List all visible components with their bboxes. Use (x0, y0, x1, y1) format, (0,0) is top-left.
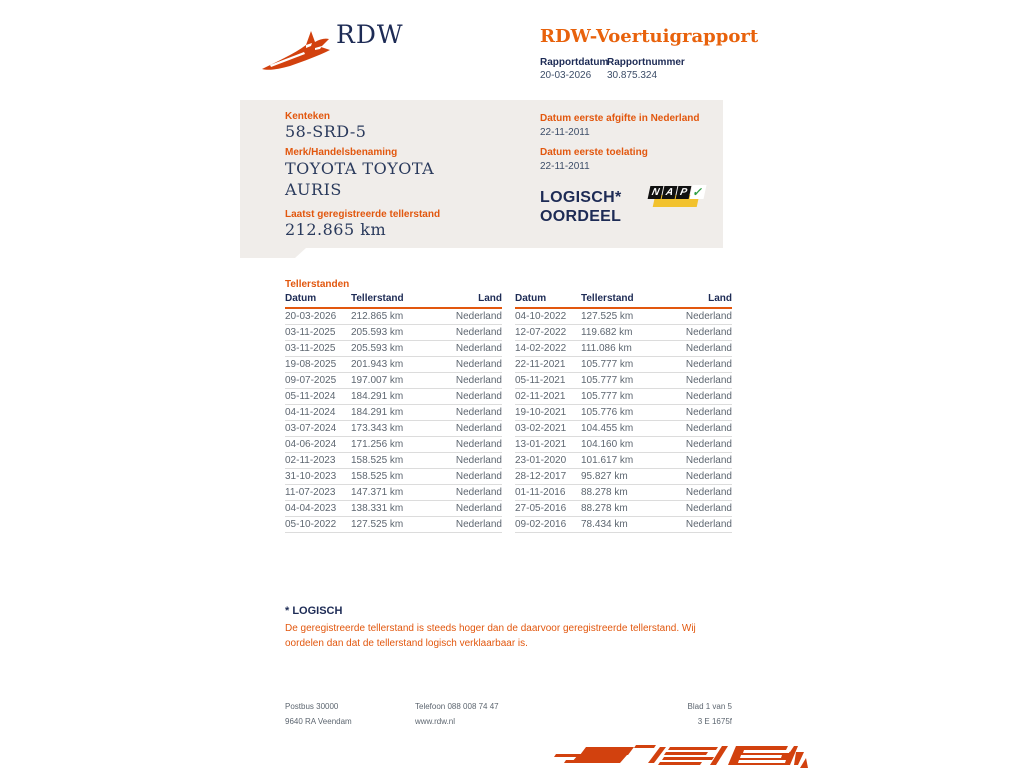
footnote-text: De geregistreerde tellerstand is steeds hoger dan de daarvoor geregistreerde tellerstand. Wij oordelen dan dat de tellerstand logisch verklaarbaar is. (285, 623, 696, 649)
odometer-table-right (515, 292, 732, 533)
table-cell: 105.777 km (581, 389, 663, 405)
table-cell: Nederland (433, 308, 502, 325)
table-row (285, 405, 502, 421)
footer-address-line2: 9640 RA Veendam (285, 717, 352, 726)
report-date-value: 20-03-2026 (540, 70, 592, 81)
kenteken-label: Kenteken (285, 111, 331, 122)
table-row (285, 308, 502, 325)
table-cell: 05-11-2021 (515, 373, 581, 389)
table-cell: 184.291 km (351, 389, 433, 405)
table-cell: 13-01-2021 (515, 437, 581, 453)
table-cell: Nederland (433, 453, 502, 469)
table-cell: Nederland (663, 501, 732, 517)
table-cell: 20-03-2026 (285, 308, 351, 325)
table-cell: 88.278 km (581, 501, 663, 517)
table-cell: Nederland (663, 325, 732, 341)
table-row (285, 357, 502, 373)
column-header-tellerstand: Tellerstand (581, 292, 663, 308)
table-cell: 04-06-2024 (285, 437, 351, 453)
rdw-logo-text: RDW (336, 20, 404, 49)
table-cell: 02-11-2023 (285, 453, 351, 469)
toelating-block (540, 147, 648, 172)
report-title: RDW-Voertuigrapport (540, 26, 759, 47)
nap-logo (647, 184, 705, 210)
table-cell: 105.776 km (581, 405, 663, 421)
table-cell: Nederland (433, 341, 502, 357)
afgifte-value: 22-11-2011 (540, 127, 590, 138)
kenteken-block (285, 111, 366, 141)
table-row (515, 357, 732, 373)
table-row (515, 373, 732, 389)
table-row (515, 437, 732, 453)
table-cell: 03-11-2025 (285, 341, 351, 357)
table-cell: Nederland (663, 308, 732, 325)
table-cell: 111.086 km (581, 341, 663, 357)
table-cell: 158.525 km (351, 469, 433, 485)
table-cell: 147.371 km (351, 485, 433, 501)
table-cell: 03-02-2021 (515, 421, 581, 437)
table-row (285, 325, 502, 341)
report-number-label: Rapportnummer (607, 57, 685, 68)
table-cell: 184.291 km (351, 405, 433, 421)
afgifte-label: Datum eerste afgifte in Nederland (540, 113, 700, 124)
verdict-line2: OORDEEL (540, 208, 622, 225)
table-row (285, 373, 502, 389)
table-cell: 19-10-2021 (515, 405, 581, 421)
table-cell: 05-11-2024 (285, 389, 351, 405)
rdw-bird-logo-icon (260, 28, 334, 72)
table-row (515, 469, 732, 485)
table-row (285, 469, 502, 485)
column-header-datum: Datum (515, 292, 581, 308)
report-number-block (607, 57, 685, 81)
table-cell: 31-10-2023 (285, 469, 351, 485)
table-cell: Nederland (433, 389, 502, 405)
table-cell: 02-11-2021 (515, 389, 581, 405)
table-cell: Nederland (433, 469, 502, 485)
column-header-land: Land (433, 292, 502, 308)
table-cell: 78.434 km (581, 517, 663, 533)
nap-letter-a: A (662, 186, 678, 199)
table-cell: 101.617 km (581, 453, 663, 469)
table-cell: 104.455 km (581, 421, 663, 437)
table-cell: 14-02-2022 (515, 341, 581, 357)
table-cell: Nederland (433, 325, 502, 341)
table-cell: Nederland (663, 405, 732, 421)
table-row (285, 389, 502, 405)
table-cell: 27-05-2016 (515, 501, 581, 517)
nap-letter-n: N (648, 186, 664, 199)
table-cell: Nederland (663, 469, 732, 485)
table-cell: Nederland (433, 405, 502, 421)
report-date-label: Rapportdatum (540, 57, 609, 68)
table-cell: 127.525 km (351, 517, 433, 533)
column-header-datum: Datum (285, 292, 351, 308)
table-cell: 127.525 km (581, 308, 663, 325)
toelating-value: 22-11-2011 (540, 161, 590, 172)
nap-letter-p: P (676, 186, 692, 199)
table-cell: 212.865 km (351, 308, 433, 325)
table-cell: 04-11-2024 (285, 405, 351, 421)
table-cell: 09-02-2016 (515, 517, 581, 533)
table-cell: Nederland (433, 357, 502, 373)
table-row (515, 453, 732, 469)
table-row (515, 389, 732, 405)
table-cell: Nederland (433, 501, 502, 517)
tellerstand-value: 212.865 km (285, 220, 387, 239)
merk-label: Merk/Handelsbenaming (285, 147, 398, 158)
table-cell: 11-07-2023 (285, 485, 351, 501)
table-cell: 12-07-2022 (515, 325, 581, 341)
table-row (285, 485, 502, 501)
rdw-wing-graphic (548, 744, 808, 768)
table-cell: 104.160 km (581, 437, 663, 453)
table-cell: 205.593 km (351, 341, 433, 357)
table-cell: 01-11-2016 (515, 485, 581, 501)
table-cell: Nederland (663, 517, 732, 533)
table-cell: Nederland (663, 389, 732, 405)
table-cell: 138.331 km (351, 501, 433, 517)
table-row (515, 501, 732, 517)
table-cell: 105.777 km (581, 373, 663, 389)
table-cell: Nederland (663, 373, 732, 389)
footer-phone: Telefoon 088 008 74 47 (415, 702, 499, 711)
footnote-title: * LOGISCH (285, 605, 343, 617)
tellerstand-block (285, 209, 440, 239)
table-cell: 22-11-2021 (515, 357, 581, 373)
table-cell: 201.943 km (351, 357, 433, 373)
table-cell: 05-10-2022 (285, 517, 351, 533)
afgifte-block (540, 113, 699, 138)
tellerstand-label: Laatst geregistreerde tellerstand (285, 209, 441, 220)
table-cell: 197.007 km (351, 373, 433, 389)
merk-block (285, 147, 434, 200)
table-row (515, 405, 732, 421)
table-row (285, 437, 502, 453)
nap-check-icon: ✓ (691, 185, 705, 199)
table-cell: 171.256 km (351, 437, 433, 453)
table-cell: 95.827 km (581, 469, 663, 485)
table-cell: 03-07-2024 (285, 421, 351, 437)
table-cell: 173.343 km (351, 421, 433, 437)
table-cell: Nederland (663, 421, 732, 437)
table-cell: 19-08-2025 (285, 357, 351, 373)
footer-page-number: Blad 1 van 5 (687, 702, 732, 711)
column-header-tellerstand: Tellerstand (351, 292, 433, 308)
table-cell: 119.682 km (581, 325, 663, 341)
table-row (285, 453, 502, 469)
kenteken-value: 58-SRD-5 (285, 122, 367, 141)
report-date-block (540, 57, 608, 81)
verdict-line1: LOGISCH* (540, 189, 622, 206)
summary-box-tab (240, 248, 306, 258)
table-cell: Nederland (433, 437, 502, 453)
table-cell: Nederland (663, 453, 732, 469)
footer-website: www.rdw.nl (415, 717, 456, 726)
table-cell: 04-04-2023 (285, 501, 351, 517)
table-cell: Nederland (663, 485, 732, 501)
table-cell: Nederland (433, 517, 502, 533)
table-cell: Nederland (433, 485, 502, 501)
table-row (515, 308, 732, 325)
table-cell: 88.278 km (581, 485, 663, 501)
verdict-text (540, 188, 622, 226)
table-cell: Nederland (663, 357, 732, 373)
table-cell: Nederland (433, 421, 502, 437)
footer-address-line1: Postbus 30000 (285, 702, 339, 711)
table-row (515, 421, 732, 437)
footer-form-code: 3 E 1675f (697, 717, 732, 726)
table-cell: 03-11-2025 (285, 325, 351, 341)
table-cell: 23-01-2020 (515, 453, 581, 469)
table-header-row (285, 292, 502, 308)
table-row (515, 325, 732, 341)
table-cell: 09-07-2025 (285, 373, 351, 389)
table-cell: Nederland (663, 437, 732, 453)
merk-value-line1: TOYOTA TOYOTA (285, 159, 435, 178)
table-title: Tellerstanden (285, 279, 350, 290)
table-cell: Nederland (433, 373, 502, 389)
table-row (285, 341, 502, 357)
table-cell: 04-10-2022 (515, 308, 581, 325)
table-row (515, 341, 732, 357)
odometer-table-left (285, 292, 502, 533)
table-row (285, 501, 502, 517)
table-cell: 158.525 km (351, 453, 433, 469)
merk-value-line2: AURIS (285, 180, 342, 199)
report-number-value: 30.875.324 (607, 70, 658, 81)
column-header-land: Land (663, 292, 732, 308)
table-row (515, 517, 732, 533)
table-cell: 105.777 km (581, 357, 663, 373)
table-row (285, 421, 502, 437)
table-cell: Nederland (663, 341, 732, 357)
table-header-row (515, 292, 732, 308)
table-row (515, 485, 732, 501)
toelating-label: Datum eerste toelating (540, 147, 648, 158)
table-row (285, 517, 502, 533)
table-cell: 205.593 km (351, 325, 433, 341)
table-cell: 28-12-2017 (515, 469, 581, 485)
